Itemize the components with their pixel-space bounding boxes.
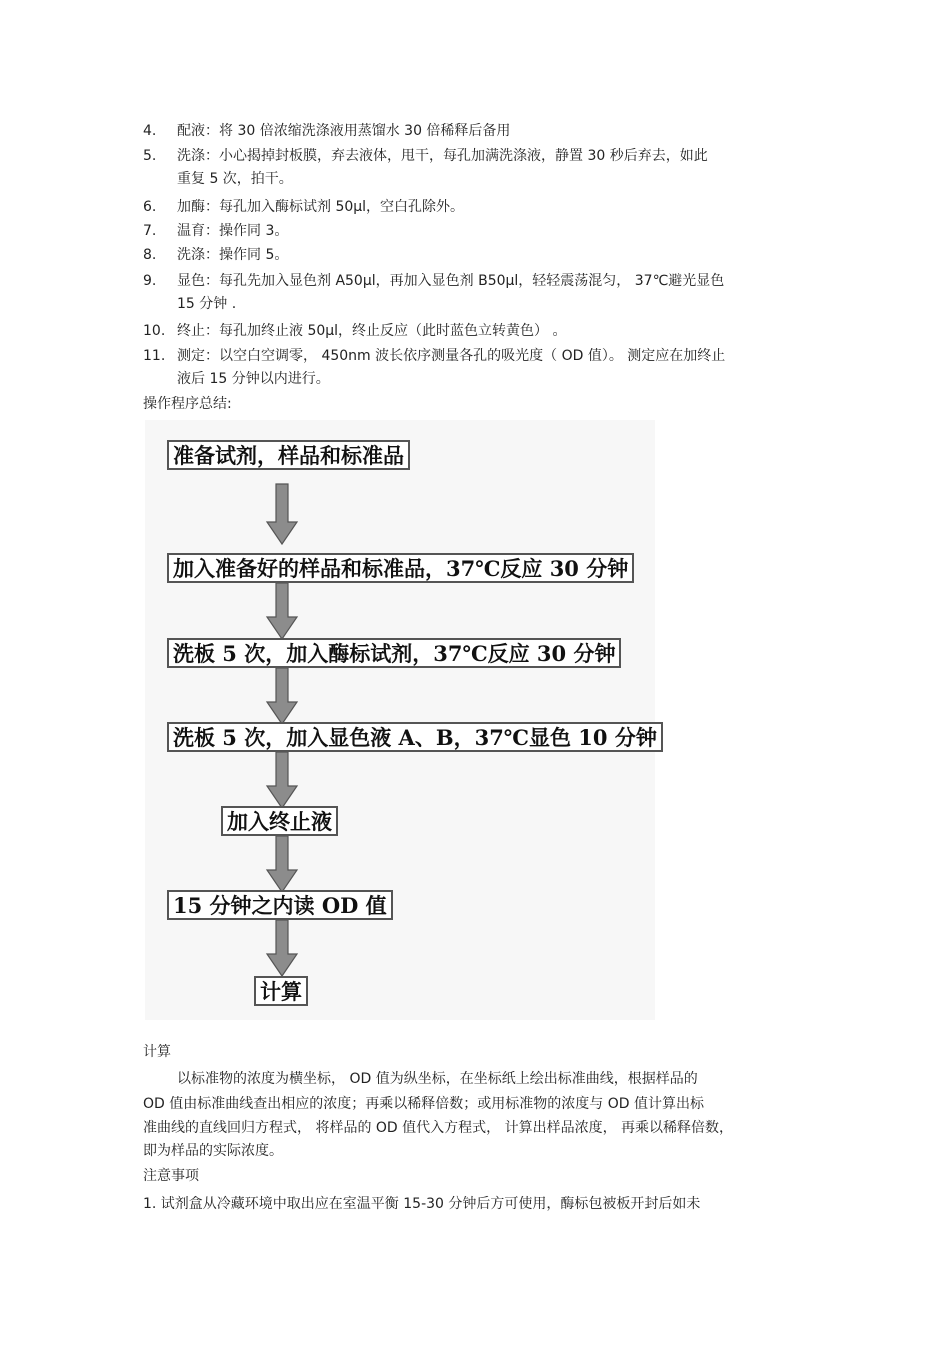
- step-text: 终止：每孔加终止液 50μl，终止反应（此时蓝色立转黄色） 。: [177, 323, 567, 339]
- step-number: 10.: [143, 323, 166, 339]
- calc-line: 以标准物的浓度为横坐标， OD 值为纵坐标，在坐标纸上绘出标准曲线，根据样品的: [177, 1071, 698, 1087]
- down-arrow-icon: [267, 752, 297, 808]
- flow-step-calculate: 计算: [254, 976, 308, 1006]
- step-text-cont: 15 分钟 .: [177, 296, 237, 312]
- step-number: 8.: [143, 247, 157, 263]
- flow-step-add-samples: 加入准备好的样品和标准品，37℃反应 30 分钟: [167, 553, 634, 583]
- summary-heading: 操作程序总结:: [143, 396, 232, 412]
- flow-step-read-od: 15 分钟之内读 OD 值: [167, 890, 393, 920]
- notes-heading: 注意事项: [143, 1168, 199, 1184]
- flow-step-prepare: 准备试剂，样品和标准品: [167, 440, 410, 470]
- down-arrow-icon: [267, 920, 297, 976]
- down-arrow-icon: [267, 583, 297, 639]
- step-text: 显色：每孔先加入显色剂 A50μl，再加入显色剂 B50μl，轻轻震荡混匀， 37℃避光显色: [177, 273, 725, 289]
- step-text-cont: 液后 15 分钟以内进行。: [177, 371, 330, 387]
- flowchart-arrows: [145, 420, 655, 1020]
- step-text: 测定：以空白空调零， 450nm 波长依序测量各孔的吸光度（ OD 值）。 测定应在加终止: [177, 348, 726, 364]
- step-number: 6.: [143, 199, 157, 215]
- down-arrow-icon: [267, 836, 297, 892]
- down-arrow-icon: [267, 668, 297, 724]
- flow-step-add-enzyme: 洗板 5 次，加入酶标试剂，37℃反应 30 分钟: [167, 638, 621, 668]
- step-text: 配液：将 30 倍浓缩洗涤液用蒸馏水 30 倍稀释后备用: [177, 123, 511, 139]
- step-text: 洗涤：操作同 5。: [177, 247, 289, 263]
- step-number: 5.: [143, 148, 157, 164]
- calc-line: 即为样品的实际浓度。: [143, 1143, 283, 1159]
- step-number: 9.: [143, 273, 157, 289]
- flow-step-add-stop: 加入终止液: [221, 806, 338, 836]
- flow-step-add-chromogen: 洗板 5 次，加入显色液 A、B，37℃显色 10 分钟: [167, 722, 663, 752]
- down-arrow-icon: [267, 484, 297, 544]
- step-number: 7.: [143, 223, 157, 239]
- step-number: 4.: [143, 123, 157, 139]
- notes-item: 1. 试剂盒从冷藏环境中取出应在室温平衡 15-30 分钟后方可使用，酶标包被板开封后如未: [143, 1196, 701, 1212]
- step-text: 加酶：每孔加入酶标试剂 50μl，空白孔除外。: [177, 199, 465, 215]
- calc-line: 准曲线的直线回归方程式， 将样品的 OD 值代入方程式， 计算出样品浓度， 再乘以稀释倍数，: [143, 1120, 734, 1136]
- calc-line: OD 值由标准曲线查出相应的浓度；再乘以稀释倍数；或用标准物的浓度与 OD 值计算出标: [143, 1096, 704, 1112]
- procedure-flowchart: [145, 420, 655, 1020]
- calc-heading: 计算: [143, 1044, 171, 1060]
- step-text: 洗涤：小心揭掉封板膜，弃去液体，甩干，每孔加满洗涤液，静置 30 秒后弃去，如此: [177, 148, 708, 164]
- step-text: 温育：操作同 3。: [177, 223, 289, 239]
- step-text-cont: 重复 5 次，拍干。: [177, 171, 293, 187]
- step-number: 11.: [143, 348, 166, 364]
